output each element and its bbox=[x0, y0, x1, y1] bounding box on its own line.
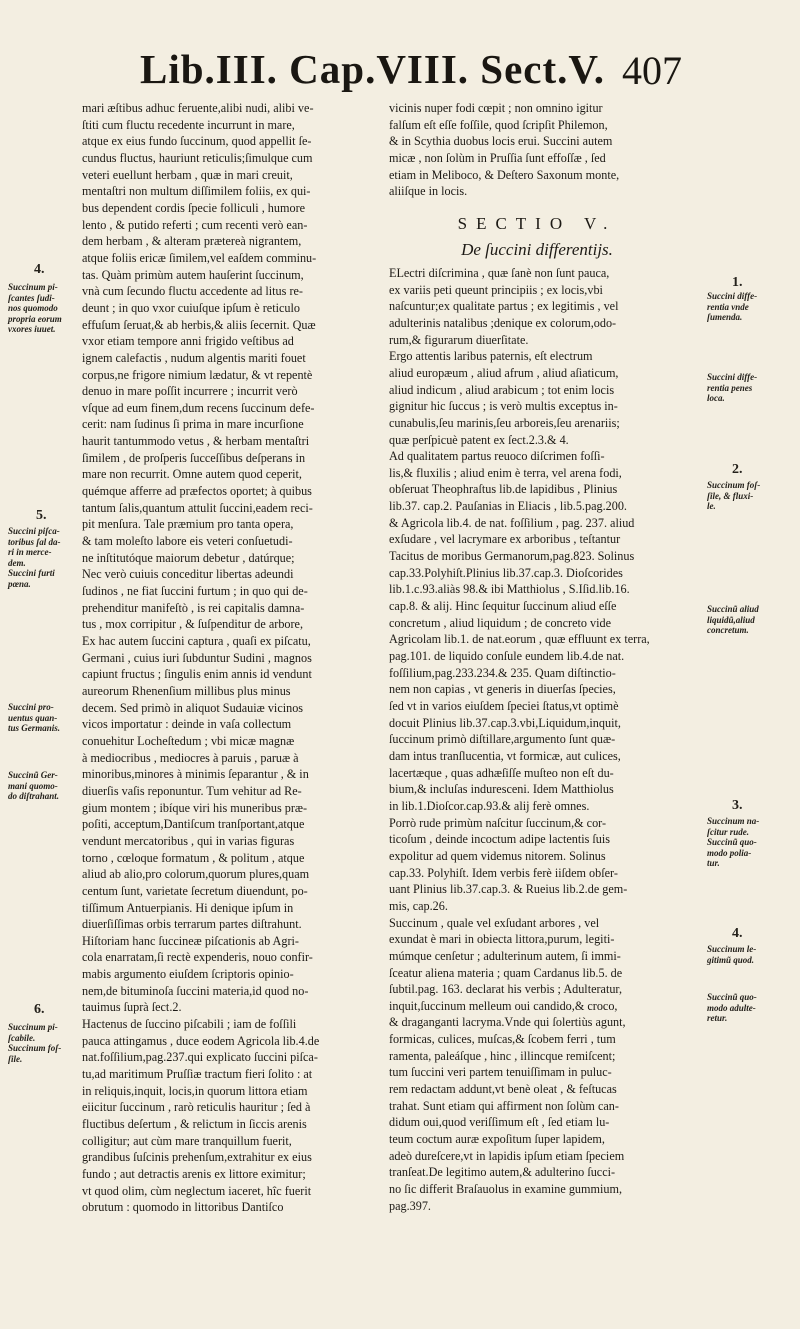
left-text-column bbox=[82, 100, 382, 1216]
right-margin-note-2: Succinum foſ- ſile, & fluxi- le. bbox=[707, 480, 761, 511]
section-subtitle: De ſuccini differentijs. bbox=[461, 239, 613, 259]
left-margin-note-distribution: Succinũ Ger- mani quomo- do diſtrahant. bbox=[8, 770, 60, 801]
left-margin-note-5: Succini piſca- toribus ſal da- ri in merce- dem. Succini furti pœna. bbox=[8, 526, 61, 589]
right-column-body: ELectri diſcrimina , quæ ſanè non ſunt pauca, ex variis peti queunt principiis ; ex locis,vbi naſcuntur;ex qualitate partus ; ex legitimis , vel adulterinis natalibus ;denique ex colorum,odo- rum,& figurarum diuerſitate. Ergo attentis laribus paternis, eſt electrum aliud europæum , aliud afrum , aliud aſiaticum, aliud indicum , aliud arabicum ; tot enim locis gignitur hic ſuccus ; is verò multis exceptus in- cunabulis,ſeu marinis,ſeu arboreis,ſeu arenariis; quæ perſpicuè patent ex ſect.2.3.& 4. Ad qualitatem partus reuoco diſcrimen foſſi- lis,& fluxilis ; aliud enim è terra, vel arena fodi, obſeruat Theophraſtus lib.de lapidibus , Plinius lib.37. cap.2. Pauſanias in Eliacis , lib.5.pag.200. & Agricola lib.4. de nat. foſſilium , pag. 237. aliud exſudare , vel lacrymare ex arboribus , teſtantur Tacitus de moribus Germanorum,pag.823. Solinus cap.33.Polyhiſt.Plinius lib.37.cap.3. Dioſcorides lib.1.c.93.aliàs 98.& ibi Matthiolus , S.Iſid.lib.16. cap.8. & alij. Hinc ſequitur ſuccinum aliud eſſe concretum , aliud liquidum ; de concreto vide Agricolam lib.1. de nat.eorum , quæ effluunt ex terra, pag.101. de liquido conſule eundem lib.4.de nat. foſſilium,pag.233.234.& 235. Quam diſtinctio- nem non capias , vt generis in diuerſas ſpecies, ſed vt in varios eiuſdem ſpeciei ſtatus,vt optimè docuit Plinius lib.37.cap.3.vbi,Liquidum,inquit, ſuccinum primò diſtillare,argumento ſunt quæ- dam intus tranſlucentia, vt formicæ, aut culices, lacertæque , quas adhæſiſſe muſteo non eſt du- bium,& incluſas induresceni. Idem Matthiolus in lib.1.Dioſcor.cap.93.& alij ferè omnes. Porrò rude primùm naſcitur ſuccinum,& cor- ticoſum , deinde incoctum adipe lactentis ſuis expolitur ad quem videmus nitorem. Solinus cap.33. Polyhiſt. Idem verbis ferè iiſdem obſer- uant Plinius lib.37.cap.3. & Rueius lib.2.de gem- mis, cap.26. Succinum , quale vel exſudant arbores , vel exundat è mari in obiecta littora,purum, legiti- múmque cenſetur ; adulterinum autem, ſi immi- ſceatur aliena materia ; quam Cardanus lib.5. de ſubtil.pag. 163. declarat his verbis ; Adulteratur, inquit,ſuccinum melleum oui candido,& croco, & draganganti lacryma.Vnde qui ſolertiùs agunt, formicas, culices, muſcas,& ſcobem ferri , tum ramenta, paleáſque , hinc , illincque remiſcent; tum ſuccini veri partem tenuiſſimam in puluc- rem redactam addunt,vt benè oleat , & feſtucas trahat. Sunt etiam qui affirment non ſolùm can- didum oui,quod veriſſimum eſt , ſed etiam lu- teum coctum auræ expoſitum ſuper lapidem, adeò dureſcere,vt in lapidis ipſum etiam ſpeciem tranſeat.De legitimo autem,& adulterino ſucci- no ſic differit Braſauolus in examine gummium, pag.397. bbox=[389, 265, 650, 1213]
right-column-intro: vicinis nuper fodi cœpit ; non omnino igitur falſum eſt eſſe foſſile, quod ſcripſit Philemon, & in Scythia duobus locis erui. Succini autem micæ , non ſolùm in Pruſſia ſunt effoſſæ , ſed etiam in Meliboco, & Deſtero Saxonum monte, aliiſque in locis. bbox=[389, 101, 620, 199]
right-margin-note-liquid: Succinũ aliud liquidũ,aliud concretum. bbox=[707, 604, 759, 635]
right-margin-number-1: 1. bbox=[732, 275, 743, 290]
left-column-text: mari æſtibus adhuc feruente,alibi nudi, alibi ve- ſtiti cum fluctu recedente incurrunt in mare, atque ex eius fundo ſuccinum, quod appellit ſe- cundus fluctus, hauriunt reticulis;ſimulque cum veteri euellunt herbam , quæ in mari creuit, mentaſtri non multum diſſimilem foliis, ex qui- bus dependent cordis ſpecie folliculi , humore lento , & putido referti ; cum recenti verò ean- dem herbam , & alteram prætereà nigrantem, atque foliis ericæ ſimilem,vel eaſdem comminu- tas. Quàm primùm autem hauſerint ſuccinum, vnà cum ſecundo fluctu accedente ad litus re- deunt ; in quo vxor cuiuſque ipſum è reticulo effuſum ſeruat,& ab herbis,& aliis ſecernit. Quæ vxor etiam tempore anni frigido veſtibus ad ignem calefactis , nudum algentis mariti fouet corpus,ne frigore nimium lædatur, & vt repentè denuo in mare poſſit incurrere ; incurrit verò vſque ad eum finem,dum recens ſuccinum defe- cerit: nam ſudinus ſi prima in mare incurſione haurit tantummodo vetus , & herbam mentaſtri ſimilem , de proſperis ſucceſſibus deſperans in mare non recurrit. Omne autem quod ceperit, quémque afferre ad præfectos oportet; à quibus tantum ſalis,quantum attulit ſuccini,eadem reci- pit menſura. Tale præmium pro tanta opera, & tam moleſto labore eis veteri conſuetudi- ne inſtitutóque maiorum debetur , datúrque; Nec verò cuiuis conceditur libertas adeundi ſudinos , ne fiat ſuccini furtum ; in quo qui de- prehenditur manifeſtò , is rei capitalis damna- tus , mox corripitur , & ſuſpenditur de arbore, Ex hac autem ſuccini captura , quaſi ex piſcatu, Germani , cuius iuri ſubduntur Sudini , magnos capiunt fructus ; ſingulis enim annis id vendunt aureorum Rhenenſium millibus plus minus decem. Sed primò in aliquot Sudauiæ vicinos vicos importatur : deinde in vaſa collectum conuehitur Locheſtedum ; vbi micæ magnæ à mediocribus , mediocres à paruis , paruæ à minoribus,minores à minimis ſeparantur , & in diuerſis vaſis reponuntur. Tum vehitur ad Re- gium montem ; ibíque viri his muneribus præ- poſiti, acceptum,Dantiſcum tranſportant,atque vendunt mercatoribus , qui in varias figuras torno , cœloque formatum , & politum , atque aliud ab alio,pro colorum,quorum plures,quam centum ſunt, varietate ſecretum diuendunt, po- tiſſimum Antuerpianis. Hi denique ipſum in diuerſiſſimas orbis terrarum partes diſtrahunt. Hiſtoriam hanc ſuccineæ piſcationis ab Agri- cola enarratam,ſi rectè expenderis, nouo confir- mabis argumento eiuſdem ſcriptoris opinio- nem,de bituminoſa ſuccini materia,id quod no- tauimus ſuprà ſect.2. Hactenus de ſuccino piſcabili ; iam de foſſili pauca attingamus , duce eodem Agricola lib.4.de nat.foſſilium,pag.237.qui explicato ſuccini piſca- tu,ad maritimum Pruſſiæ tractum fieri ſolito : at in reliquis,inquit, locis,in quorum littora etiam eiicitur ſuccinum , rarò reticulis hauritur ; ſed à fluctibus deſertum , & relictum in ſiccis arenis colligitur; aut cùm mare tranquillum fuerit, grandibus ſuſcinis prehenſum,extrahitur ex eius fundo ; aut detractis arenis ex littore eximitur; vt quod olim, cùm neglectum iaceret, hîc fuerit obrutum : quomodo in littoribus Dantiſco bbox=[82, 101, 320, 1215]
left-margin-note-germans: Succini pro- uentus quan- tus Germanis. bbox=[8, 702, 61, 733]
right-margin-note-1: Succini diffe- rentia vnde ſumenda. bbox=[707, 291, 758, 322]
left-margin-note-4: Succinum pi- ſcantes ſudi- nos quomodo propria eorum vxores iuuet. bbox=[8, 282, 62, 334]
left-margin-number-5: 5. bbox=[36, 508, 47, 523]
running-header-title: Lib.III. Cap.VIII. Sect.V. bbox=[140, 46, 605, 92]
left-margin-number-6: 6. bbox=[34, 1002, 45, 1017]
left-margin-number-4: 4. bbox=[34, 262, 45, 277]
right-margin-note-adulterated: Succinũ quo- modo adulte- retur. bbox=[707, 992, 757, 1023]
page-number: 407 bbox=[622, 48, 682, 93]
right-margin-number-2: 2. bbox=[732, 462, 743, 477]
right-text-column bbox=[389, 100, 685, 1214]
right-margin-note-places: Succini diffe- rentia penes loca. bbox=[707, 372, 758, 403]
right-margin-note-4: Succinum le- gitimũ quod. bbox=[707, 944, 757, 965]
section-heading: SECTIO V. bbox=[457, 213, 617, 233]
left-margin-note-6: Succinum pi- ſcabile. Succinum foſ- ſile. bbox=[8, 1022, 62, 1064]
right-margin-number-3: 3. bbox=[732, 798, 743, 813]
right-margin-number-4: 4. bbox=[732, 926, 743, 941]
right-margin-note-3: Succinum na- ſcitur rude. Succinũ quo- modo polia- tur. bbox=[707, 816, 760, 868]
